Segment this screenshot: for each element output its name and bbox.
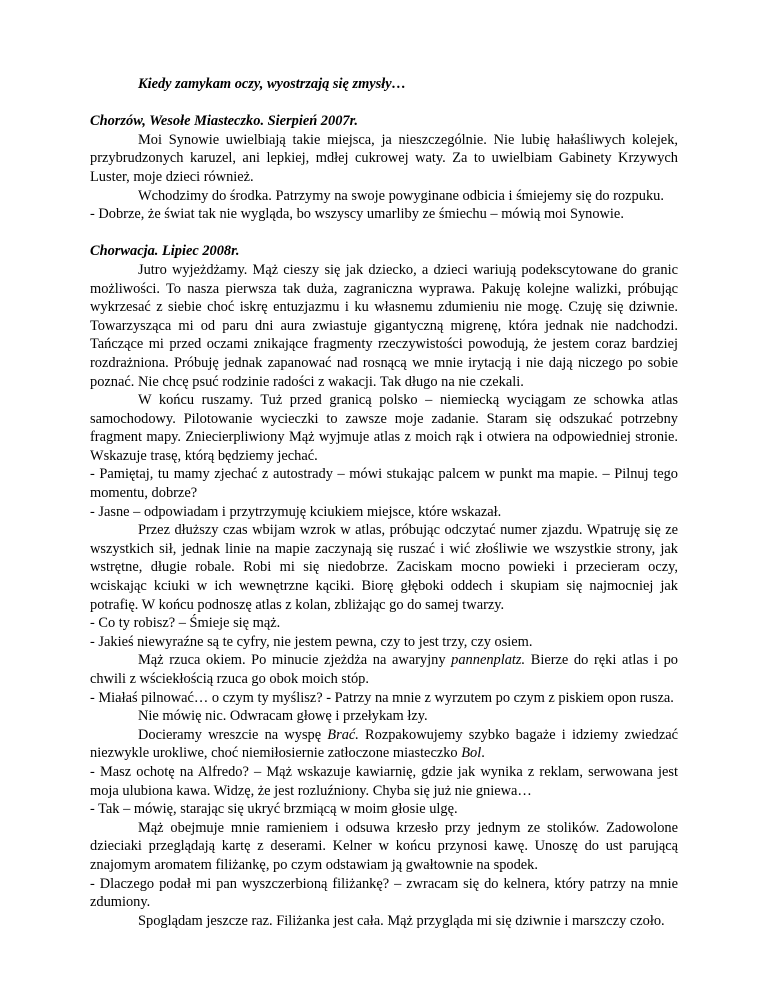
document-page [90,75,678,930]
dialogue-line: - Pamiętaj, tu mamy zjechać z autostrady – mówi stukając palcem w punkt ma mapie. – Pilnuj tego momentu, dobrze? [90,466,678,502]
dialogue-line: - Miałaś pilnować… o czym ty myślisz? - Patrzy na mnie z wyrzutem po czym z piskiem opon rusza. [90,689,674,706]
dialogue-line: - Tak – mówię, starając się ukryć brzmiącą w moim głosie ulgę. [90,801,458,818]
paragraph: W końcu ruszamy. Tuż przed granicą polsko – niemiecką wyciągam ze schowka atlas samochodowy. Pilotowanie wycieczki to zawsze moje zadanie. Staram się odszukać potrzebny fragment mapy. Zniecierpliwiony Mąż wyjmuje atlas z moich rąk i otwiera na odpowiedniej stronie. Wskazuje trasę, którą będziemy jechać. [90,392,678,464]
paragraph: Nie mówię nic. Odwracam głowę i przełykam łzy. [138,708,428,725]
text-run: Rozpakowujemy szybko bagaże i idziemy zwiedzać niezwykle urokliwe, choć niemiłosiernie zatłoczone miasteczko [90,726,678,762]
text-run: . [481,745,485,762]
paragraph [90,726,678,763]
dialogue-line: - Masz ochotę na Alfredo? – Mąż wskazuje kawiarnię, gdzie jak wynika z reklam, serwowana jest moja ulubiona kawa. Widzę, że jest rozluźniony. Chyba się już nie gniewa… [90,763,678,799]
italic-term: Bol [461,745,482,762]
dialogue-line: - Dlaczego podał mi pan wyszczerbioną filiżankę? – zwracam się do kelnera, który patrzy na mnie zdumiony. [90,875,678,911]
dialogue-line: - Jasne – odpowiadam i przytrzymuję kciukiem miejsce, które wskazał. [90,503,502,520]
section-chorwacja [90,242,678,930]
italic-term: Brać. [327,726,359,743]
dialogue-line: - Co ty robisz? – Śmieje się mąż. [90,615,281,632]
document-title: Kiedy zamykam oczy, wyostrzają się zmysły… [138,76,407,92]
text-run: Docieramy wreszcie na wyspę [138,726,328,743]
paragraph [90,651,678,688]
paragraph: Przez dłuższy czas wbijam wzrok w atlas, próbując odczytać numer zjazdu. Wpatruję się ze wszystkich sił, jednak linie na mapie zaczynają się ruszać i wić złośliwie we wszystkie strony, jak wstrętne, długie robale. Robi mi się niedobrze. Zaciskam mocno powieki i przecieram oczy, wciskając kciuki w ich wewnętrzne kąciki. Biorę głęboki oddech i skupiam się najmocniej jak potrafię. W końcu podnoszę atlas z kolan, zbliżając go do samej twarzy. [90,522,678,613]
text-run: Mąż rzuca okiem. Po minucie zjeżdża na awaryjny [138,652,452,669]
italic-term: pannenplatz. [451,652,526,669]
paragraph: Mąż obejmuje mnie ramieniem i odsuwa krzesło przy jednym ze stolików. Zadowolone dzieciaki przeglądają kartę z deserami. Kelner w końcu przynosi kawę. Unoszę do ust parującą znajomym aromatem filiżankę, po czym odstawiam ją gwałtownie na spodek. [90,819,678,873]
paragraph: Wchodzimy do środka. Patrzymy na swoje powyginane odbicia i śmiejemy się do rozpuku. [138,187,664,204]
dialogue-line: - Dobrze, że świat tak nie wygląda, bo wszyscy umarliby ze śmiechu – mówią moi Synowie. [90,206,624,223]
paragraph: Moi Synowie uwielbiają takie miejsca, ja nieszczególnie. Nie lubię hałaśliwych kolejek, przybrudzonych karuzel, ani lepkiej, mdłej cukrowej waty. Za to uwielbiam Gabinety Krzywych Luster, moje dzieci również. [90,131,678,185]
section-chorzow [90,112,678,224]
section-heading: Chorwacja. Lipiec 2008r. [90,243,240,260]
paragraph: Spoglądam jeszcze raz. Filiżanka jest cała. Mąż przygląda mi się dziwnie i marszczy czoło. [138,912,665,929]
paragraph: Jutro wyjeżdżamy. Mąż cieszy się jak dziecko, a dzieci wariują podekscytowane do granic możliwości. To nasza pierwsza tak duża, zagraniczna wyprawa. Pakuję kolejne walizki, próbując wykrzesać z siebie choć iskrę entuzjazmu i ku własnemu zdumieniu nie mogę. Czuję się dziwnie. Towarzysząca mi od paru dni aura zwiastuje gigantyczną migrenę, która jednak nie nadchodzi. Tańczące mi przed oczami znikające fragmenty rzeczywistości powodują, że jestem coraz bardziej rozdrażniona. Próbuję jednak zapanować nad rosnącą we mnie irytacją i nie dają niczego po sobie poznać. Nie chcę psuć rodzinie radości z wakacji. Tak długo na nie czekali. [90,261,678,390]
text-run: Bierze do ręki atlas i po chwili z wściekłością rzuca go obok moich stóp. [90,652,678,687]
section-heading: Chorzów, Wesołe Miasteczko. Sierpień 2007r. [90,113,358,130]
dialogue-line: - Jakieś niewyraźne są te cyfry, nie jestem pewna, czy to jest trzy, czy osiem. [90,633,533,650]
